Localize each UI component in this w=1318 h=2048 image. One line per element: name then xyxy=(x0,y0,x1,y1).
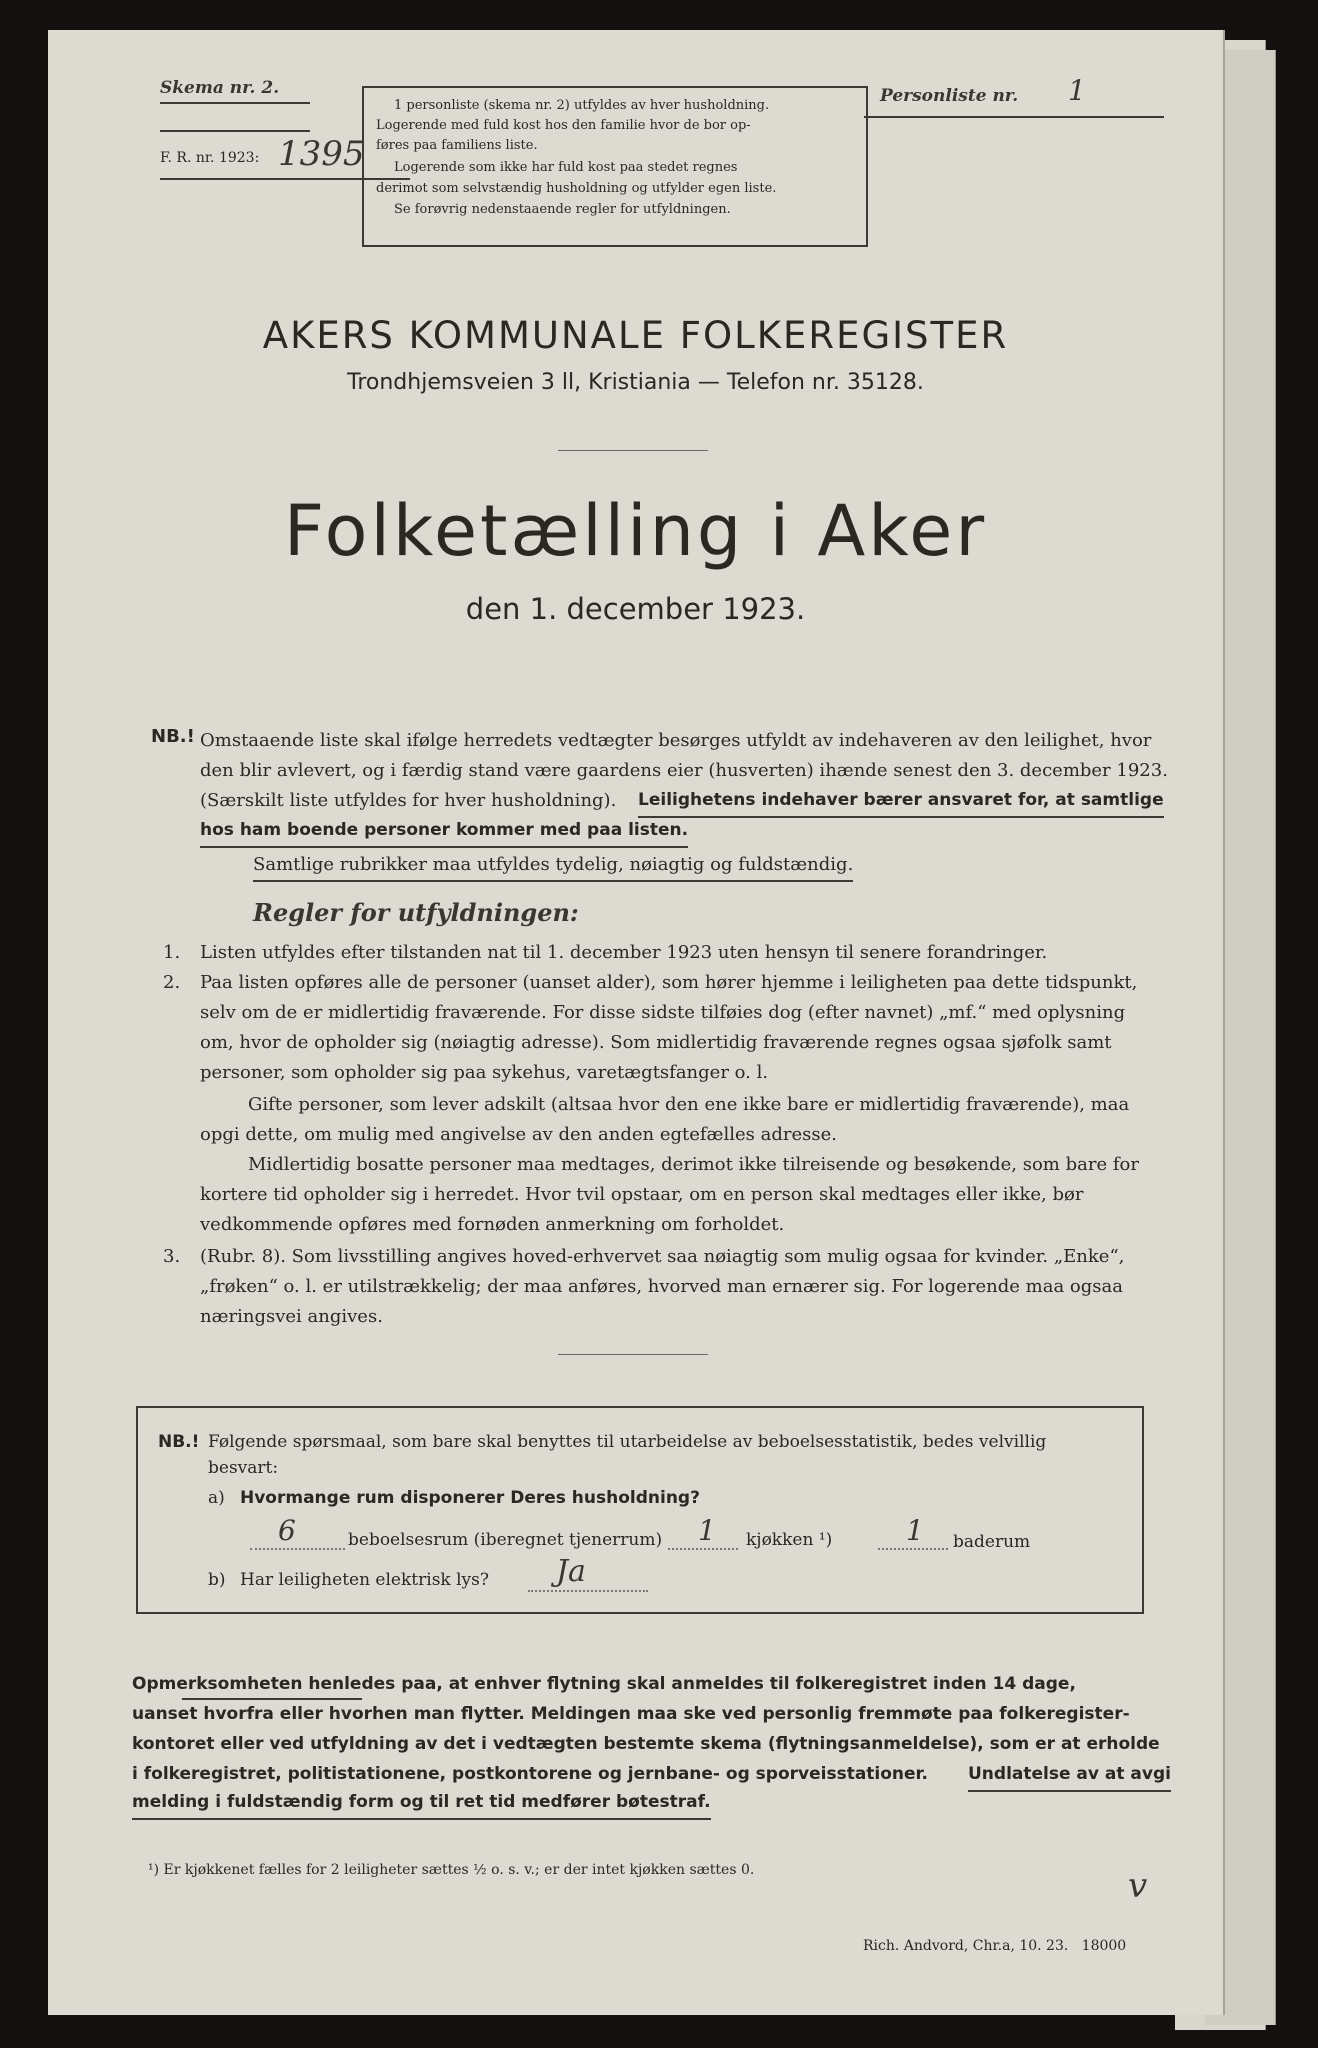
rules-heading: Regler for utfyldningen: xyxy=(253,898,579,927)
notice-text: Opmerksomheten henledes paa, at enhver flytning skal anmeldes til folkeregistret inden 14 dage, xyxy=(132,1674,1076,1694)
org-title: AKERS KOMMUNALE FOLKEREGISTER xyxy=(262,314,1009,357)
rule-line: (Rubr. 8). Som livsstilling angives hoved-erhvervet saa nøiagtig som mulig ogsaa for kvinder. „Enke“, xyxy=(200,1246,1125,1267)
rule-line: Listen utfyldes efter tilstanden nat til 1. december 1923 uten hensyn til senere forandringer. xyxy=(200,942,1048,963)
personliste-label: Personliste nr. xyxy=(880,86,1019,106)
info-line: 1 personliste (skema nr. 2) utfyldes av hver husholdning. xyxy=(394,98,770,113)
printer-imprint: Rich. Andvord, Chr.a, 10. 23. 18000 xyxy=(863,1938,1127,1954)
footnote: ¹) Er kjøkkenet fælles for 2 leiligheter sættes ½ o. s. v.; er der intet kjøkken sættes 0. xyxy=(148,1862,755,1878)
rule-line: kortere tid opholder sig i herredet. Hvor tvil opstaar, om en person skal medtages eller ikke, bør xyxy=(200,1184,1084,1205)
bath-answer-line xyxy=(878,1548,948,1550)
kitchen-value: 1 xyxy=(698,1514,716,1547)
info-line: Se forøvrig nedenstaaende regler for utfyldningen. xyxy=(394,202,731,217)
notice-emphasis: Undlatelse av at avgi xyxy=(968,1760,1171,1792)
question-electric: Har leiligheten elektrisk lys? xyxy=(240,1570,489,1590)
nb-label: NB.! xyxy=(158,1432,200,1452)
fr-label: F. R. nr. 1923: xyxy=(160,150,260,166)
notice-line: uanset hvorfra eller hvorhen man flytter. Meldingen maa ske ved personlig fremmøte paa folkeregister- xyxy=(132,1704,1130,1724)
main-title: Folketælling i Aker xyxy=(283,490,988,572)
bath-value: 1 xyxy=(906,1514,924,1547)
info-line: Logerende med fuld kost hos den familie hvor de bor op- xyxy=(376,118,751,133)
kitchen-label: kjøkken ¹) xyxy=(746,1530,833,1550)
rooms-label: beboelsesrum (iberegnet tjenerrum) xyxy=(348,1530,663,1550)
nb-text-line: den blir avlevert, og i færdig stand være gaardens eier (husverten) ihænde senest den 3. december 1923. xyxy=(200,760,1168,781)
info-box xyxy=(362,86,868,247)
rule-line: vedkommende opføres med fornøden anmerkning om forholdet. xyxy=(200,1214,785,1235)
rooms-answer-line xyxy=(250,1548,345,1550)
rule-line: Midlertidig bosatte personer maa medtages, derimot ikke tilreisende og besøkende, som bare for xyxy=(248,1154,1139,1175)
rule-line: næringsvei angives. xyxy=(200,1306,383,1327)
electric-answer-line xyxy=(528,1590,648,1592)
rule-line: Paa listen opføres alle de personer (uanset alder), som hører hjemme i leiligheten paa dette tidspunkt, xyxy=(200,972,1138,993)
address-line: Trondhjemsveien 3 ll, Kristiania — Telefon nr. 35128. xyxy=(347,370,924,395)
nb-emphasis: hos ham boende personer kommer med paa listen. xyxy=(200,816,688,848)
info-line: derimot som selvstændig husholdning og utfylder egen liste. xyxy=(376,181,777,196)
nb-text-line: (Særskilt liste utfyldes for hver husholdning). xyxy=(200,790,617,811)
skema-label: Skema nr. 2. xyxy=(160,78,280,98)
personliste-number: 1 xyxy=(1068,74,1086,107)
header-top-rule xyxy=(160,130,310,132)
nb-emphasis: Leilighetens indehaver bærer ansvaret for, at samtlige xyxy=(638,786,1164,818)
census-form-page xyxy=(48,30,1223,2015)
nb-text-line: Samtlige rubrikker maa utfyldes tydelig, nøiagtig og fuldstændig. xyxy=(253,850,853,882)
nb2-intro: Følgende spørsmaal, som bare skal benyttes til utarbeidelse av beboelsesstatistik, bedes velvillig xyxy=(208,1432,1047,1452)
rooms-value: 6 xyxy=(278,1514,296,1547)
electric-answer: Ja xyxy=(556,1554,586,1589)
rule-line: „frøken“ o. l. er utilstrækkelig; der maa anføres, hvorved man ernærer sig. For logerende maa ogsaa xyxy=(200,1276,1123,1297)
bath-label: baderum xyxy=(953,1532,1031,1552)
nb-label: NB.! xyxy=(151,726,195,747)
rule-line: personer, som opholder sig paa sykehus, varetægtsfanger o. l. xyxy=(200,1062,769,1083)
notice-line: i folkeregistret, politistationene, postkontorene og jernbane- og sporveisstationer. xyxy=(132,1764,928,1784)
rule-line: Gifte personer, som lever adskilt (altsaa hvor den ene ikke bare er midlertidig fraværende), maa xyxy=(248,1094,1130,1115)
notice-line xyxy=(132,1670,1076,1699)
info-line: føres paa familiens liste. xyxy=(376,138,538,153)
housing-question-box xyxy=(136,1406,1144,1614)
kitchen-answer-line xyxy=(668,1548,738,1550)
skema-rule xyxy=(160,102,310,104)
nb2-intro: besvart: xyxy=(208,1458,279,1478)
section-separator xyxy=(558,1354,708,1355)
question-rooms: Hvormange rum disponerer Deres husholdning? xyxy=(240,1488,700,1508)
question-letter: a) xyxy=(208,1488,225,1508)
notice-line: kontoret eller ved utfyldning av det i vedtægten bestemte skema (flytningsanmeldelse), som er at erholde xyxy=(132,1734,1160,1754)
info-line: Logerende som ikke har fuld kost paa stedet regnes xyxy=(394,160,738,175)
census-date: den 1. december 1923. xyxy=(465,592,806,626)
question-letter: b) xyxy=(208,1570,226,1590)
title-separator xyxy=(558,450,708,451)
rule-line: selv om de er midlertidig fraværende. For disse sidste tilføies dog (efter navnet) „mf.“ med oplysning xyxy=(200,1002,1126,1023)
rule-line: opgi dette, om mulig med angivelse av den anden egtefælles adresse. xyxy=(200,1124,837,1145)
rule-number: 1. xyxy=(163,942,181,963)
nb-text-line: Omstaaende liste skal ifølge herredets vedtægter besørges utfyldt av indehaveren av den leilighet, hvor xyxy=(200,730,1152,751)
rule-line: om, hvor de opholder sig (nøiagtig adresse). Som midlertidig fraværende regnes ogsaa sjøfolk samt xyxy=(200,1032,1112,1053)
personliste-rule xyxy=(864,116,1164,118)
check-mark: v xyxy=(1128,1866,1148,1906)
fr-number: 1395 xyxy=(278,134,365,174)
notice-emphasis: melding i fuldstændig form og til ret tid medfører bøtestraf. xyxy=(132,1788,711,1820)
rule-number: 2. xyxy=(163,972,181,993)
rule-number: 3. xyxy=(163,1246,181,1267)
